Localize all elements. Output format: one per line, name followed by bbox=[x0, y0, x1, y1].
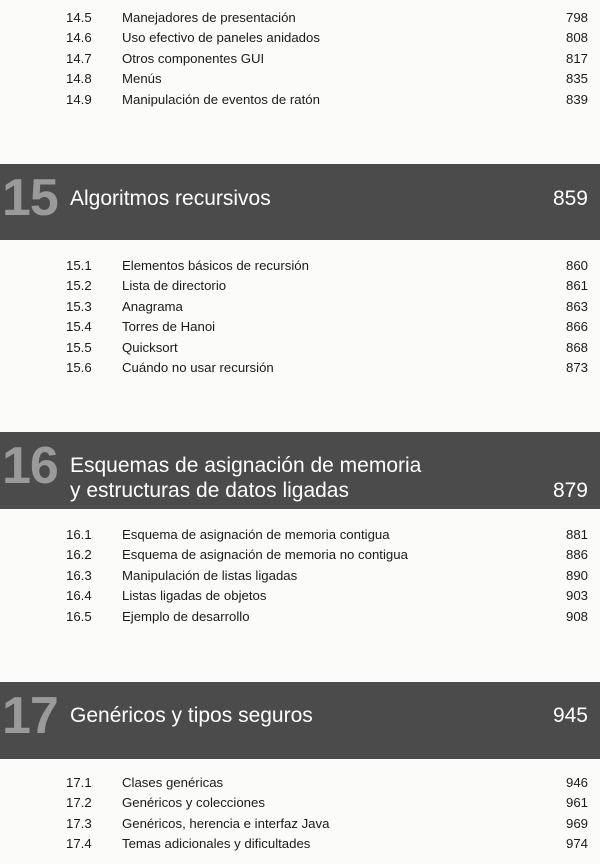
toc-entry[interactable] bbox=[0, 256, 600, 276]
toc-entry[interactable] bbox=[0, 793, 600, 813]
chapter-page: 879 bbox=[552, 479, 588, 502]
chapter-number: 16 bbox=[2, 437, 58, 495]
toc-entry[interactable] bbox=[0, 586, 600, 606]
toc-entry-title: Elementos básicos de recursión bbox=[122, 258, 309, 273]
toc-entry-title: Cuándo no usar recursión bbox=[122, 359, 274, 375]
toc-entry-page: 861 bbox=[565, 278, 588, 294]
toc-entry[interactable] bbox=[0, 276, 600, 296]
toc-entry-title: Quicksort bbox=[122, 339, 178, 355]
toc-entry-page: 881 bbox=[565, 527, 588, 542]
chapter-number: 17 bbox=[2, 687, 58, 745]
toc-entry-number: 17.3 bbox=[66, 815, 92, 831]
toc-entry-title: Manipulación de listas ligadas bbox=[122, 567, 298, 583]
toc-entry[interactable] bbox=[0, 28, 600, 48]
toc-entry-number: 14.6 bbox=[66, 30, 92, 46]
toc-chapter-16-entries bbox=[0, 525, 600, 627]
toc-entry-title: Listas ligadas de objetos bbox=[122, 588, 267, 604]
toc-entry-page: 839 bbox=[565, 91, 588, 107]
chapter-title bbox=[70, 703, 313, 728]
toc-entry-page: 866 bbox=[565, 319, 588, 335]
toc-entry-number: 14.8 bbox=[66, 71, 92, 87]
toc-entry[interactable] bbox=[0, 834, 600, 854]
toc-entry-title: Esquema de asignación de memoria no contigua bbox=[122, 547, 408, 563]
toc-entry-title: Clases genéricas bbox=[122, 775, 224, 790]
chapter-title bbox=[70, 186, 271, 211]
toc-chapter-17-entries bbox=[0, 773, 600, 855]
toc-entry-number: 16.1 bbox=[66, 527, 92, 542]
toc-entry[interactable] bbox=[0, 566, 600, 586]
chapter-16-header[interactable] bbox=[0, 432, 600, 509]
toc-entry-number: 16.2 bbox=[66, 547, 92, 563]
toc-entry-number: 15.6 bbox=[66, 359, 92, 375]
toc-section-14-entries bbox=[0, 8, 600, 110]
toc-entry-title: Manejadores de presentación bbox=[122, 10, 296, 25]
chapter-page: 859 bbox=[552, 187, 588, 210]
toc-entry[interactable] bbox=[0, 8, 600, 28]
toc-entry[interactable] bbox=[0, 607, 600, 627]
toc-entry-title: Otros componentes GUI bbox=[122, 50, 265, 66]
toc-entry-number: 16.3 bbox=[66, 567, 92, 583]
chapter-title-line: y estructuras de datos ligadas bbox=[70, 479, 349, 502]
toc-entry-page: 873 bbox=[565, 359, 588, 375]
toc-entry-number: 15.3 bbox=[66, 298, 92, 314]
chapter-15-header[interactable] bbox=[0, 164, 600, 240]
toc-entry-title: Torres de Hanoi bbox=[122, 319, 216, 335]
toc-entry[interactable] bbox=[0, 525, 600, 545]
toc-entry-page: 863 bbox=[565, 298, 588, 314]
toc-entry-page: 908 bbox=[565, 608, 588, 624]
toc-entry[interactable] bbox=[0, 49, 600, 69]
toc-entry[interactable] bbox=[0, 545, 600, 565]
toc-entry-number: 17.1 bbox=[66, 775, 92, 790]
toc-entry-page: 886 bbox=[565, 547, 588, 563]
toc-entry-number: 16.4 bbox=[66, 588, 92, 604]
toc-entry-page: 798 bbox=[565, 10, 588, 25]
toc-entry-number: 15.1 bbox=[66, 258, 92, 273]
toc-entry-title: Esquema de asignación de memoria contigua bbox=[122, 527, 390, 542]
toc-entry-page: 868 bbox=[565, 339, 588, 355]
toc-entry[interactable] bbox=[0, 297, 600, 317]
toc-entry-number: 14.7 bbox=[66, 50, 92, 66]
toc-entry-title: Uso efectivo de paneles anidados bbox=[122, 30, 320, 46]
toc-entry-title: Genéricos, herencia e interfaz Java bbox=[122, 815, 330, 831]
chapter-title-line: Algoritmos recursivos bbox=[70, 187, 271, 210]
toc-entry-number: 15.2 bbox=[66, 278, 92, 294]
toc-entry-title: Lista de directorio bbox=[122, 278, 227, 294]
toc-entry-number: 14.5 bbox=[66, 10, 92, 25]
toc-entry[interactable] bbox=[0, 69, 600, 89]
toc-entry-number: 17.4 bbox=[66, 836, 92, 852]
toc-entry-title: Ejemplo de desarrollo bbox=[122, 608, 250, 624]
toc-entry-number: 14.9 bbox=[66, 91, 92, 107]
toc-entry-number: 17.2 bbox=[66, 795, 92, 811]
toc-entry-page: 969 bbox=[565, 815, 588, 831]
toc-entry-title: Genéricos y colecciones bbox=[122, 795, 265, 811]
toc-entry[interactable] bbox=[0, 317, 600, 337]
chapter-number: 15 bbox=[2, 169, 58, 227]
toc-entry-page: 808 bbox=[565, 30, 588, 46]
toc-entry-title: Manipulación de eventos de ratón bbox=[122, 91, 320, 107]
toc-entry[interactable] bbox=[0, 338, 600, 358]
chapter-17-header[interactable] bbox=[0, 682, 600, 759]
toc-entry-title: Menús bbox=[122, 71, 162, 87]
toc-entry-number: 16.5 bbox=[66, 608, 92, 624]
chapter-title-line: Esquemas de asignación de memoria bbox=[70, 454, 422, 477]
toc-chapter-15-entries bbox=[0, 256, 600, 378]
toc-entry-page: 835 bbox=[565, 71, 588, 87]
toc-entry-page: 903 bbox=[565, 588, 588, 604]
toc-entry-page: 890 bbox=[565, 567, 588, 583]
toc-entry-title: Anagrama bbox=[122, 298, 183, 314]
toc-entry-page: 817 bbox=[565, 50, 588, 66]
toc-entry-page: 974 bbox=[565, 836, 588, 852]
toc-entry[interactable] bbox=[0, 90, 600, 110]
toc-entry-number: 15.4 bbox=[66, 319, 92, 335]
toc-entry-page: 961 bbox=[565, 795, 588, 811]
toc-entry[interactable] bbox=[0, 814, 600, 834]
toc-entry-title: Temas adicionales y dificultades bbox=[122, 836, 311, 852]
chapter-title bbox=[70, 453, 421, 503]
toc-entry-number: 15.5 bbox=[66, 339, 92, 355]
toc-entry-page: 860 bbox=[565, 258, 588, 273]
toc-entry[interactable] bbox=[0, 358, 600, 378]
toc-entry-page: 946 bbox=[565, 775, 588, 790]
chapter-title-line: Genéricos y tipos seguros bbox=[70, 704, 313, 727]
chapter-page: 945 bbox=[552, 704, 588, 727]
toc-entry[interactable] bbox=[0, 773, 600, 793]
